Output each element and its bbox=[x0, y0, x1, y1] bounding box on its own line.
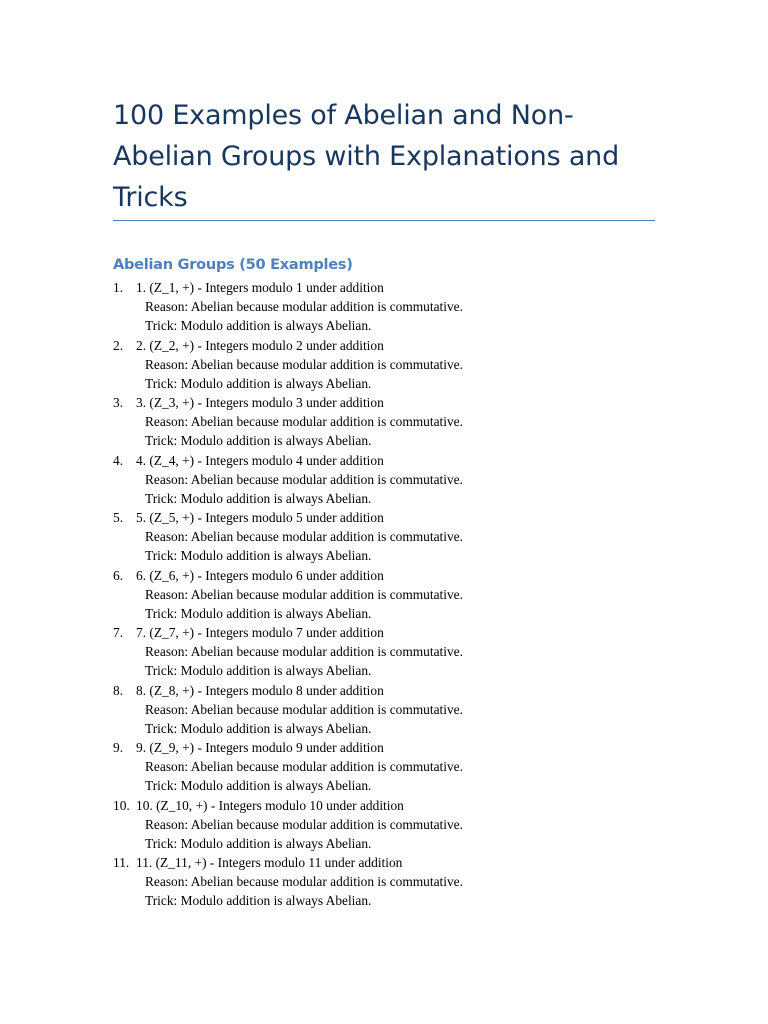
list-item-trick: Trick: Modulo addition is always Abelian. bbox=[145, 490, 372, 506]
list-item-trick: Trick: Modulo addition is always Abelian. bbox=[145, 605, 372, 621]
list-item-number: 5. bbox=[113, 510, 124, 525]
list-item-number: 7. bbox=[113, 625, 124, 640]
list-item-reason: Reason: Abelian because modular addition is commutative. bbox=[145, 414, 463, 430]
list-item-reason: Reason: Abelian because modular addition is commutative. bbox=[145, 874, 463, 890]
list-item-number: 1. bbox=[113, 280, 124, 295]
list-item-text: 3. (Z_3, +) - Integers modulo 3 under addition bbox=[136, 395, 384, 410]
list-item-reason: Reason: Abelian because modular addition is commutative. bbox=[145, 471, 463, 487]
list-item-trick: Trick: Modulo addition is always Abelian. bbox=[145, 663, 372, 679]
list-item-text: 11. (Z_11, +) - Integers modulo 11 under addition bbox=[136, 855, 403, 870]
list-item-number: 3. bbox=[113, 395, 124, 410]
list-item-reason: Reason: Abelian because modular addition is commutative. bbox=[145, 586, 463, 602]
list-item-trick: Trick: Modulo addition is always Abelian. bbox=[145, 318, 372, 334]
section-heading-abelian: Abelian Groups (50 Examples) bbox=[113, 256, 353, 273]
list-item-reason: Reason: Abelian because modular addition is commutative. bbox=[145, 759, 463, 775]
list-item-text: 8. (Z_8, +) - Integers modulo 8 under addition bbox=[136, 682, 384, 698]
list-item-reason: Reason: Abelian because modular addition is commutative. bbox=[145, 356, 463, 372]
list-item-trick: Trick: Modulo addition is always Abelian. bbox=[145, 548, 372, 564]
list-item-text: 10. (Z_10, +) - Integers modulo 10 under addition bbox=[136, 797, 404, 813]
list-item-number: 4. bbox=[113, 452, 124, 468]
list-item-text: 6. (Z_6, +) - Integers modulo 6 under addition bbox=[136, 567, 384, 583]
list-item-reason: Reason: Abelian because modular addition is commutative. bbox=[145, 701, 463, 717]
list-item-text: 7. (Z_7, +) - Integers modulo 7 under addition bbox=[136, 625, 384, 640]
list-item-trick: Trick: Modulo addition is always Abelian. bbox=[145, 720, 372, 736]
list-item-reason: Reason: Abelian because modular addition is commutative. bbox=[145, 529, 463, 545]
document-title: 100 Examples of Abelian and Non-Abelian Groups with Explanations and Tricks bbox=[113, 100, 620, 213]
list-item-number: 6. bbox=[113, 567, 124, 583]
list-item-number: 9. bbox=[113, 740, 124, 755]
list-item-text: 2. (Z_2, +) - Integers modulo 2 under addition bbox=[136, 337, 384, 353]
list-item-text: 9. (Z_9, +) - Integers modulo 9 under addition bbox=[136, 740, 384, 755]
list-item-trick: Trick: Modulo addition is always Abelian. bbox=[145, 835, 372, 851]
list-item-text: 4. (Z_4, +) - Integers modulo 4 under addition bbox=[136, 452, 384, 468]
list-item-text: 5. (Z_5, +) - Integers modulo 5 under addition bbox=[136, 510, 384, 525]
list-item-number: 8. bbox=[113, 682, 124, 698]
list-item-number: 2. bbox=[113, 337, 124, 353]
list-item-number: 10. bbox=[113, 797, 130, 813]
list-item-reason: Reason: Abelian because modular addition is commutative. bbox=[145, 299, 463, 315]
list-item-trick: Trick: Modulo addition is always Abelian. bbox=[145, 893, 372, 909]
list-item-text: 1. (Z_1, +) - Integers modulo 1 under addition bbox=[136, 280, 384, 295]
title-underline-rule bbox=[113, 220, 655, 221]
list-item-number: 11. bbox=[113, 855, 130, 870]
list-item-reason: Reason: Abelian because modular addition is commutative. bbox=[145, 644, 463, 660]
list-item-trick: Trick: Modulo addition is always Abelian. bbox=[145, 433, 372, 449]
list-item-trick: Trick: Modulo addition is always Abelian. bbox=[145, 375, 372, 391]
list-item-trick: Trick: Modulo addition is always Abelian. bbox=[145, 778, 372, 794]
list-item-reason: Reason: Abelian because modular addition is commutative. bbox=[145, 816, 463, 832]
